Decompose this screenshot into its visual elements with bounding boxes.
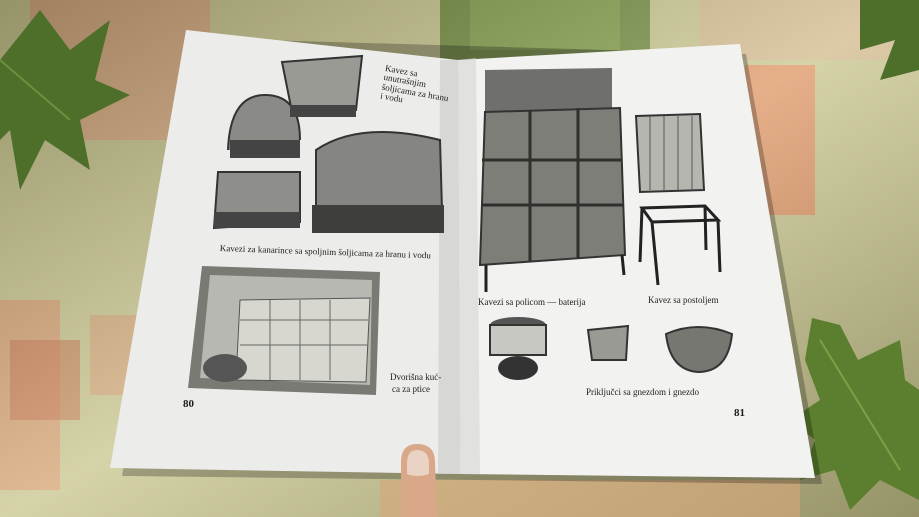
rectangular-cage-illustration [214, 172, 300, 228]
page-number-left: 80 [183, 398, 194, 410]
aviary-photo [188, 266, 380, 395]
caption-stand-cage: Kavez sa postoljem [648, 295, 719, 305]
large-cage-illustration [312, 132, 444, 233]
caption-inner-cups: Kavez sa unutrašnjim šoljicama za hranu i vodu [379, 63, 450, 105]
nest-attachment-2-illustration [588, 326, 628, 360]
caption-shelf-battery: Kavezi sa policom — baterija [478, 297, 586, 307]
caption-nest: Priključci sa gnezdom i gnezdo [586, 387, 699, 397]
caption-aviary-line2: ca za ptice [392, 384, 430, 394]
pagoda-cage-illustration [282, 56, 362, 117]
caption-canary-cages: Kavezi za kanarince sa spoljnim šoljicama za hranu i vodu [219, 243, 432, 261]
caption-aviary-line1: Dvorišna kuć- [390, 372, 442, 382]
page-number-right: 81 [734, 407, 745, 419]
finger [395, 440, 445, 517]
